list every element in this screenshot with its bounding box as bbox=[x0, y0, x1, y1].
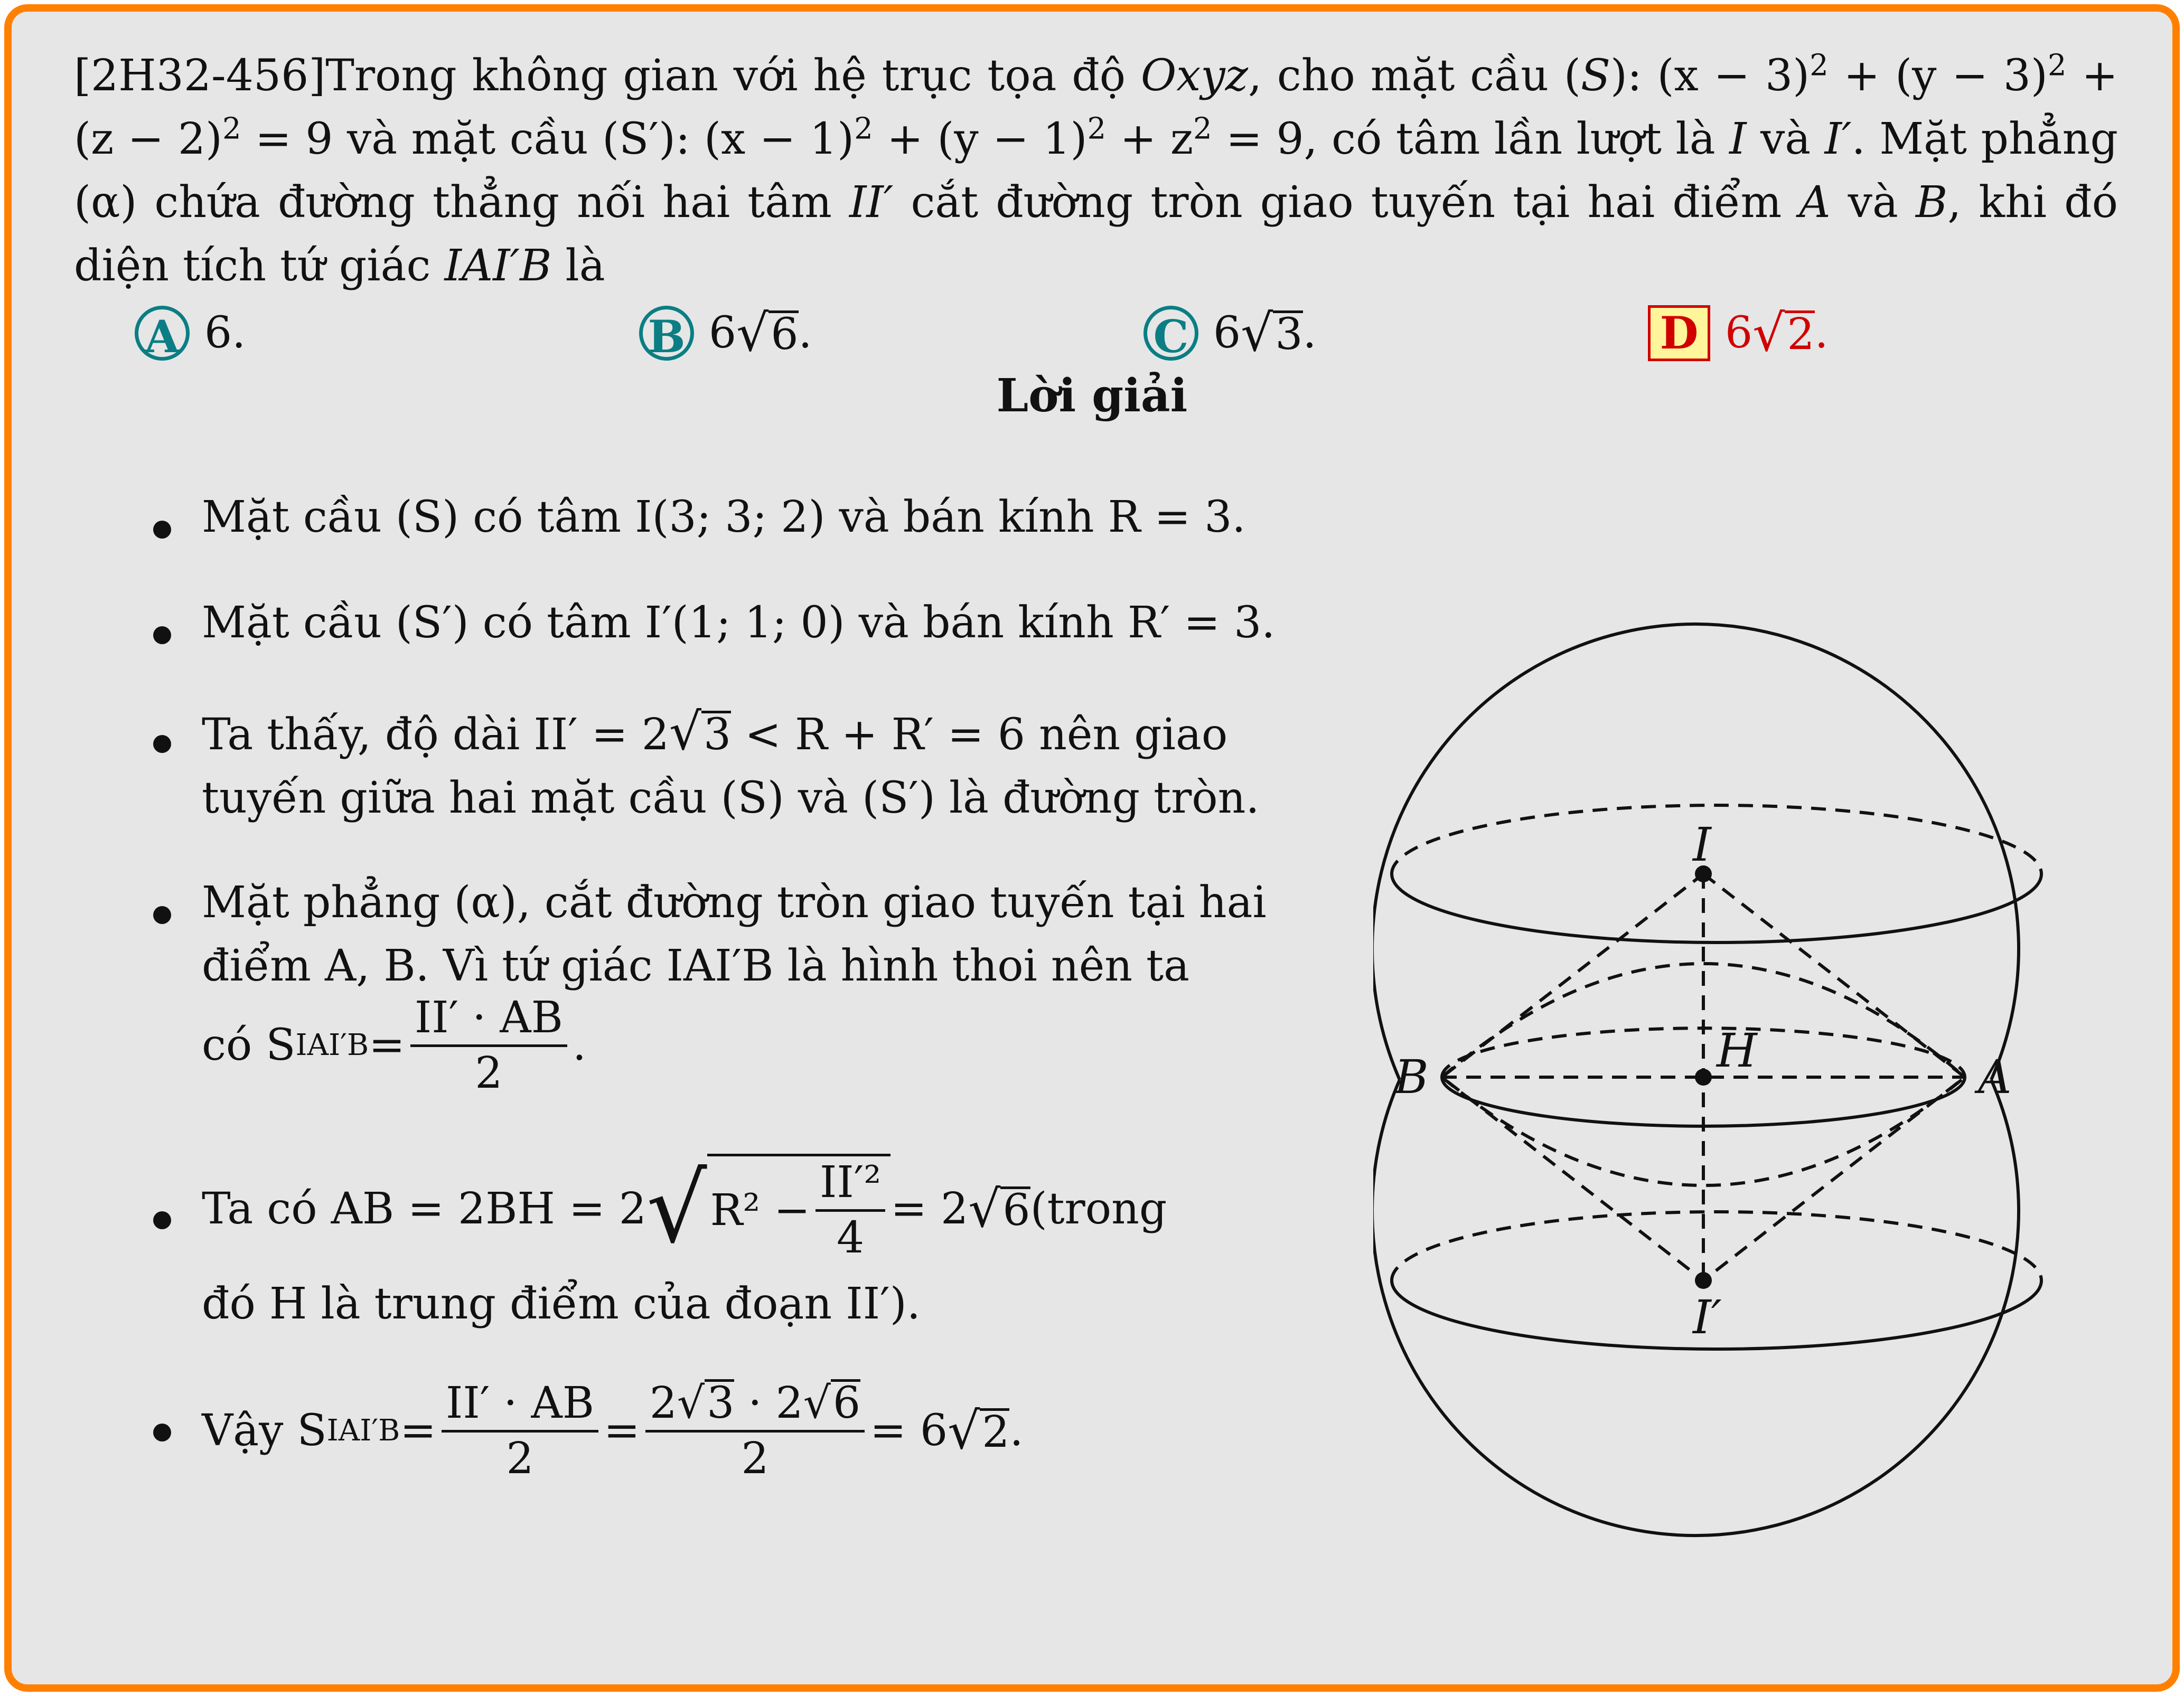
label-b: B bbox=[1394, 1050, 1429, 1104]
sqrt-icon: √ bbox=[948, 1401, 980, 1461]
label-h: H bbox=[1717, 1023, 1757, 1078]
bullet-icon bbox=[153, 1424, 171, 1441]
bullet-icon bbox=[153, 735, 171, 753]
choice-c-marker: C bbox=[1143, 306, 1198, 361]
fraction: $\frac{II' \cdot AB}{2}$ bbox=[410, 992, 567, 1100]
answer-choices bbox=[135, 299, 2089, 368]
choice-b[interactable]: B 6 √ 6 . bbox=[639, 299, 812, 368]
problem-code: [2H32-456] bbox=[74, 51, 326, 101]
choice-a-marker: A bbox=[135, 306, 190, 361]
choice-a-text: 6. bbox=[204, 308, 246, 358]
sqrt-icon: √ bbox=[1241, 304, 1273, 363]
sqrt-icon: √ bbox=[669, 702, 702, 761]
label-ip: I′ bbox=[1693, 1290, 1722, 1344]
two-spheres-figure bbox=[1373, 544, 2060, 1600]
problem-statement: [2H32-456]Trong không gian với hệ trục tọa độ Oxyz, cho mặt cầu (S): $(x - 3)^2 + (y - 3)^2 + (z - 2)^2 = 9$ và mặt cầu (S′): $(x - 1)^2 + (y - 1)^2 + z^2 = 9$, có tâm lần lượt là I và I′. Mặt phẳng (α) chứa đường thẳng nối hai tâm II′ cắt đường tròn giao tuyến tại hai điểm A và B, khi đó diện tích tứ giác IAI′B là bbox=[74, 48, 2119, 291]
sqrt-icon: √ bbox=[1752, 304, 1785, 363]
point-ip bbox=[1695, 1272, 1712, 1289]
sqrt-icon: √ bbox=[646, 1154, 707, 1264]
fraction: $\frac{II' \cdot AB}{2}$ bbox=[442, 1377, 598, 1485]
sqrt-icon: √ bbox=[803, 1378, 831, 1428]
upper-equator-back bbox=[1392, 805, 2041, 874]
upper-equator-front bbox=[1392, 874, 2041, 943]
fraction: $\frac{2√3 \cdot 2√6}{2}$ bbox=[645, 1377, 865, 1485]
label-a: A bbox=[1978, 1050, 2012, 1104]
bullet-icon bbox=[153, 906, 171, 924]
solution-heading: Lời giải bbox=[996, 369, 1188, 422]
bullet-icon bbox=[153, 521, 171, 539]
choice-c[interactable]: C 6 √ 3 . bbox=[1143, 299, 1317, 368]
label-i: I bbox=[1693, 817, 1711, 872]
sqrt-icon: √ bbox=[968, 1180, 1001, 1239]
choice-d[interactable]: D 6 √ 2 . bbox=[1648, 299, 1829, 368]
sqrt-icon: √ bbox=[677, 1378, 705, 1428]
point-h bbox=[1695, 1069, 1712, 1086]
bullet-icon bbox=[153, 626, 171, 644]
choice-d-marker: D bbox=[1648, 305, 1710, 361]
choice-b-marker: B bbox=[639, 306, 694, 361]
figure-svg bbox=[1373, 544, 2060, 1600]
choice-a[interactable] bbox=[135, 299, 246, 368]
fraction: $\frac{\text{II′²}}{4}$ bbox=[816, 1156, 885, 1265]
sqrt-icon: √ bbox=[736, 304, 769, 363]
bullet-icon bbox=[153, 1211, 171, 1229]
